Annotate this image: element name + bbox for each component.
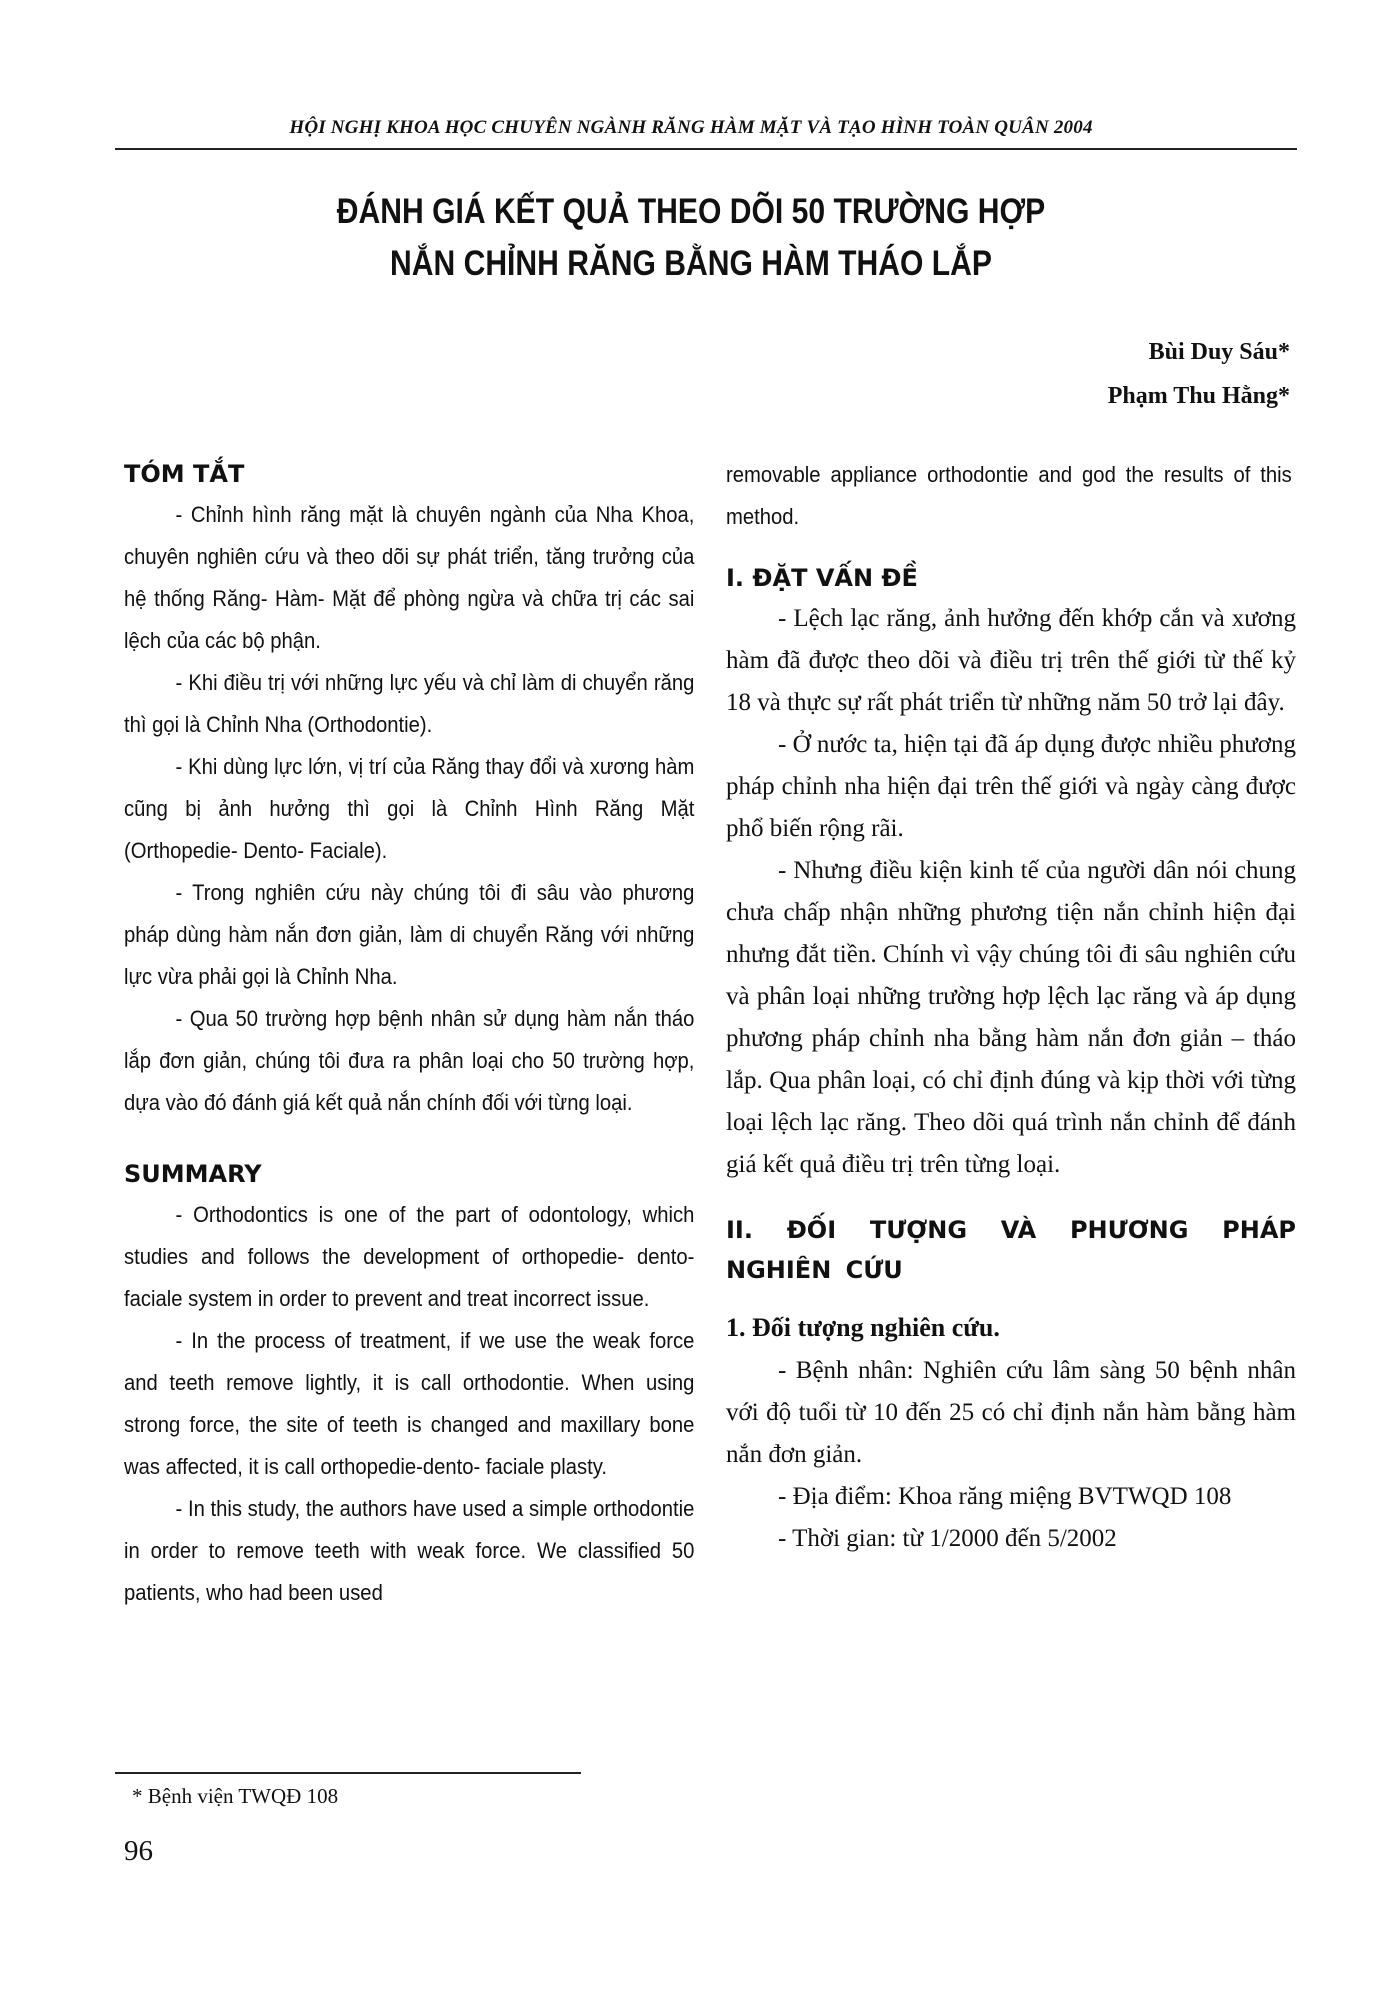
tom-tat-paragraph: - Trong nghiên cứu này chúng tôi đi sâu vào phương pháp dùng hàm nắn đơn giản, làm di chuyển Răng với những lực vừa phải gọi là Chỉnh Nha. (124, 880, 695, 989)
authors (1108, 330, 1290, 418)
article-title (97, 186, 1286, 290)
tom-tat-paragraph: - Khi điều trị với những lực yếu và chỉ làm di chuyển răng thì gọi là Chỉnh Nha (Orthodontie). (124, 670, 695, 737)
tom-tat-paragraph: - Chỉnh hình răng mặt là chuyên ngành của Nha Khoa, chuyên nghiên cứu và theo dõi sự phát triển, tăng trưởng của hệ thống Răng- Hàm- Mặt để phòng ngừa và chữa trị các sai lệch của các bộ phận. (124, 502, 695, 653)
author-1: Bùi Duy Sáu* (1148, 339, 1290, 365)
section-1-paragraph: - Lệch lạc răng, ảnh hưởng đến khớp cắn và xương hàm đã được theo dõi và điều trị trên thế giới từ thế kỷ 18 và thực sự rất phát triển từ những năm 50 trở lại đây. (726, 605, 1296, 716)
author-2: Phạm Thu Hằng* (1107, 383, 1290, 409)
summary-continuation: removable appliance orthodontie and god the results of this method. (726, 462, 1292, 529)
page-number: 96 (124, 1835, 153, 1867)
tom-tat-heading: TÓM TẮT (124, 460, 245, 488)
tom-tat-paragraph: - Khi dùng lực lớn, vị trí của Răng thay đổi và xương hàm cũng bị ảnh hưởng thì gọi là Chỉnh Hình Răng Mặt (Orthopedie- Dento- Faciale). (124, 754, 695, 863)
footnote: * Bệnh viện TWQĐ 108 (132, 1784, 339, 1808)
right-column (726, 454, 1296, 1560)
running-head: HỘI NGHỊ KHOA HỌC CHUYÊN NGÀNH RĂNG HÀM MẶT VÀ TẠO HÌNH TOÀN QUÂN 2004 (289, 117, 1093, 138)
summary-heading: SUMMARY (124, 1160, 262, 1188)
section-1-heading: I. ĐẶT VẤN ĐỀ (726, 564, 918, 592)
section-2-subheading: 1. Đối tượng nghiên cứu. (726, 1313, 1000, 1342)
summary-paragraph: - In the process of treatment, if we use the weak force and teeth remove lightly, it is call orthodontie. When using strong force, the site of teeth is changed and maxillary bone was affected, it is call orthopedie-dento- faciale plasty. (124, 1328, 695, 1479)
section-2-heading: II. ĐỐI TƯỢNG VÀ PHƯƠNG PHÁP NGHIÊN CỨU (726, 1216, 1296, 1284)
title-line-2: NẮN CHỈNH RĂNG BẰNG HÀM THÁO LẮP (390, 244, 992, 283)
section-2-paragraph: - Địa điểm: Khoa răng miệng BVTWQD 108 (778, 1483, 1232, 1510)
section-1-paragraph: - Nhưng điều kiện kinh tế của người dân nói chung chưa chấp nhận những phương tiện nắn chỉnh hiện đại nhưng đắt tiền. Chính vì vậy chúng tôi đi sâu nghiên cứu và phân loại những trường hợp lệch lạc răng và áp dụng phương pháp chỉnh nha bằng hàm nắn đơn giản – tháo lắp. Qua phân loại, có chỉ định đúng và kịp thời với từng loại lệch lạc răng. Theo dõi quá trình nắn chỉnh để đánh giá kết quả điều trị trên từng loại. (726, 857, 1296, 1178)
footnote-rule (115, 1772, 581, 1774)
left-column (124, 454, 696, 1614)
header-rule (115, 148, 1297, 150)
summary-paragraph: - In this study, the authors have used a simple orthodontie in order to remove teeth with weak force. We classified 50 patients, who had been used (124, 1496, 695, 1605)
summary-paragraph: - Orthodontics is one of the part of odontology, which studies and follows the development of orthopedie- dento- faciale system in order to prevent and treat incorrect issue. (124, 1202, 695, 1311)
title-line-1: ĐÁNH GIÁ KẾT QUẢ THEO DÕI 50 TRƯỜNG HỢP (336, 192, 1046, 231)
section-1-paragraph: - Ở nước ta, hiện tại đã áp dụng được nhiều phương pháp chỉnh nha hiện đại trên thế giới và ngày càng được phổ biến rộng rãi. (726, 731, 1296, 842)
section-2-paragraph: - Thời gian: từ 1/2000 đến 5/2002 (778, 1525, 1117, 1552)
tom-tat-paragraph: - Qua 50 trường hợp bệnh nhân sử dụng hàm nắn tháo lắp đơn giản, chúng tôi đưa ra phân loại cho 50 trường hợp, dựa vào đó đánh giá kết quả nắn chính đối với từng loại. (124, 1006, 695, 1115)
section-2-paragraph: - Bệnh nhân: Nghiên cứu lâm sàng 50 bệnh nhân với độ tuổi từ 10 đến 25 có chỉ định nắn hàm bằng hàm nắn đơn giản. (726, 1357, 1296, 1468)
